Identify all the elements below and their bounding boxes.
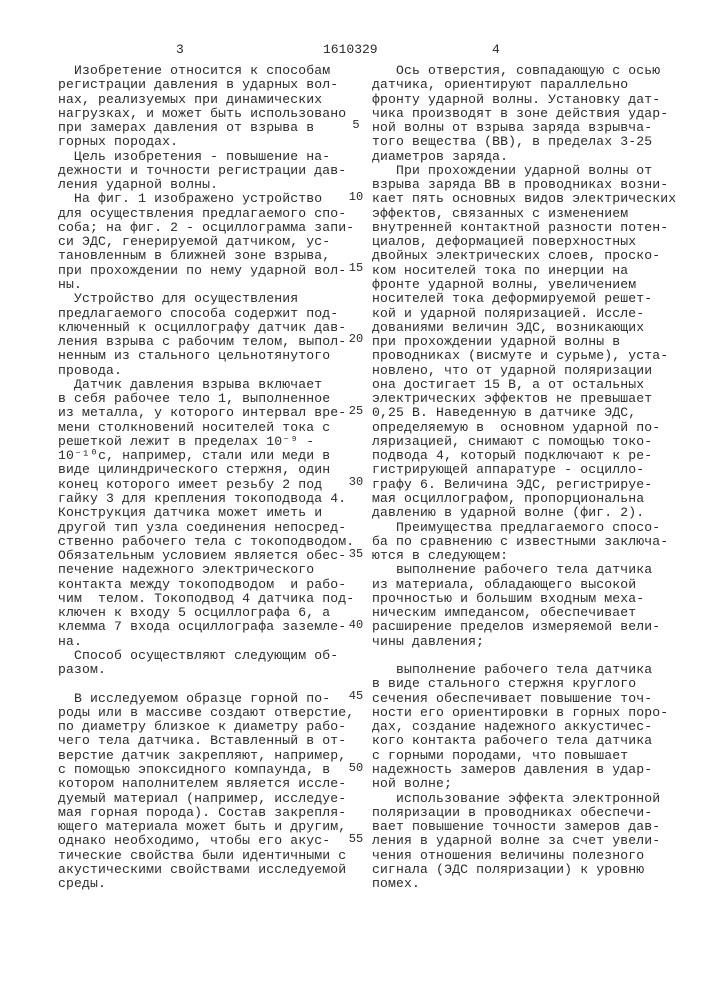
text-line: конец которого имеет резьбу 2 под [58,478,354,492]
text-line: давлению в ударной волне (фиг. 2). [372,506,676,520]
text-line: в себя рабочее тело 1, выполненное [58,392,354,406]
text-line: другой тип узла соединения непосред- [58,521,354,535]
text-line: мени столкновений носителей тока с [58,421,354,435]
text-line: дежности и точности регистрации дав- [58,164,354,178]
text-line: подвода 4, который подключают к ре- [372,449,676,463]
text-line: чения отношения величины полезного [372,849,676,863]
text-line: тические свойства были идентичными с [58,849,354,863]
text-line: ляризацией, снимают с помощью токо- [372,435,676,449]
text-line: кает пять основных видов электрических [372,192,676,206]
text-line: Ось отверстия, совпадающую с осью [372,64,676,78]
text-line: ба по сравнению с известными заключа- [372,535,676,549]
line-number: 35 [347,547,365,561]
page-number-right: 4 [492,42,500,57]
text-line: ны. [58,278,354,292]
right-column [372,64,676,891]
text-line: Обязательным условием является обес- [58,549,354,563]
patent-number: 1610329 [323,42,378,57]
text-line: Конструкция датчика может иметь и [58,506,354,520]
text-line: В исследуемом образце горной по- [58,692,354,706]
text-line: выполнение рабочего тела датчика [372,563,676,577]
text-line: контакта между токоподводом и рабо- [58,578,354,592]
text-line: в виде стального стержня круглого [372,677,676,691]
text-line: дах, создание надежного аккустичес- [372,720,676,734]
text-line: мая осциллографом, пропорциональна [372,492,676,506]
text-line: ственно рабочего тела с токоподводом. [58,535,354,549]
text-line: кой и ударной поляризацией. Иссле- [372,307,676,321]
text-line: гайку 3 для крепления токоподвода 4. [58,492,354,506]
text-line: диаметров заряда. [372,150,676,164]
text-line: чины давления; [372,635,676,649]
text-line: решеткой лежит в пределах 10⁻⁹ - [58,435,354,449]
text-line [58,677,354,691]
text-line: клемма 7 входа осциллографа заземле- [58,620,354,634]
text-line: 0,25 В. Наведенную в датчике ЭДС, [372,406,676,420]
text-line: дованиями величин ЭДС, возникающих [372,321,676,335]
text-line: сигнала (ЭДС поляризации) к уровню [372,863,676,877]
line-number: 15 [347,261,365,275]
text-line: На фиг. 1 изображено устройство [58,192,354,206]
text-line: ком носителей тока по инерции на [372,264,676,278]
text-line: ной волны от взрыва заряда взрывча- [372,121,676,135]
text-line: вает повышение точности замеров дав- [372,820,676,834]
text-line: ления взрыва с рабочим телом, выпол- [58,335,354,349]
text-line: чим телом. Токоподвод 4 датчика под- [58,592,354,606]
text-line: из материала, обладающего высокой [372,578,676,592]
text-line: При прохождении ударной волны от [372,164,676,178]
line-number: 5 [347,118,365,132]
text-line: сечения обеспечивает повышение точ- [372,692,676,706]
text-line: фронту ударной волны. Установку дат- [372,93,676,107]
text-line: расширение пределов измеряемой вели- [372,620,676,634]
text-line: дуемый материал (например, исследуе- [58,792,354,806]
text-line: проводниках (висмуте и сурьме), уста- [372,349,676,363]
line-number: 50 [347,761,365,775]
text-line: печение надежного электрического [58,563,354,577]
text-line: ления в ударной волне за счет увели- [372,834,676,848]
text-line: горных породах. [58,135,354,149]
text-line: надежность замеров давления в удар- [372,763,676,777]
text-line: выполнение рабочего тела датчика [372,663,676,677]
text-line: взрыва заряда ВВ в проводниках возни- [372,178,676,192]
text-line: ющего материала может быть и другим, [58,820,354,834]
text-line: ключен к входу 5 осциллографа 6, а [58,606,354,620]
text-line: предлагаемого способа содержит под- [58,307,354,321]
text-line: эффектов, связанных с изменением [372,207,676,221]
text-line: нах, реализуемых при динамических [58,93,354,107]
text-line: котором наполнителем является иссле- [58,777,354,791]
text-line: электрических эффектов не превышает [372,392,676,406]
text-line: однако необходимо, чтобы его акус- [58,834,354,848]
text-line: ключенный к осциллографу датчик дав- [58,321,354,335]
text-line: разом. [58,663,354,677]
text-line: Устройство для осуществления [58,292,354,306]
text-line: верстие датчик закрепляют, например, [58,749,354,763]
left-column [58,64,354,891]
text-line: фронте ударной волны, увеличением [372,278,676,292]
text-line: поляризации в проводниках обеспечи- [372,806,676,820]
text-line: соба; на фиг. 2 - осциллограмма запи- [58,221,354,235]
text-line: двойных электрических слоев, проско- [372,249,676,263]
text-line: носителей тока деформируемой решет- [372,292,676,306]
text-line: ления ударной волны. [58,178,354,192]
text-line: по диаметру близкое к диаметру рабо- [58,720,354,734]
text-line: Датчик давления взрыва включает [58,378,354,392]
line-number: 55 [347,832,365,846]
text-line: определяемую в основном ударной по- [372,421,676,435]
text-line: мая горная порода). Состав закрепля- [58,806,354,820]
text-line: ной волне; [372,777,676,791]
text-line: графу 6. Величина ЭДС, регистрируе- [372,478,676,492]
page-number-left: 3 [176,42,184,57]
text-line: ническим импедансом, обеспечивает [372,606,676,620]
text-line: помех. [372,877,676,891]
text-line: акустическими свойствами исследуемой [58,863,354,877]
line-number: 45 [347,689,365,703]
line-number: 10 [347,190,365,204]
text-line: Преимущества предлагаемого спосо- [372,521,676,535]
line-number: 25 [347,404,365,418]
text-line: внутренней контактной разности потен- [372,221,676,235]
text-line: при прохождении по нему ударной вол- [58,264,354,278]
text-line: при прохождении ударной волны в [372,335,676,349]
text-line: тановленным в ближней зоне взрыва, [58,249,354,263]
text-line: с помощью эпоксидного компаунда, в [58,763,354,777]
text-line: из металла, у которого интервал вре- [58,406,354,420]
text-line: для осуществления предлагаемого спо- [58,207,354,221]
text-line: си ЭДС, генерируемой датчиком, ус- [58,235,354,249]
text-line: Способ осуществляют следующим об- [58,649,354,663]
text-line: циалов, деформацией поверхностных [372,235,676,249]
text-line: регистрации давления в ударных вол- [58,78,354,92]
line-number: 30 [347,475,365,489]
text-line: ненным из стального цельнотянутого [58,349,354,363]
text-line: виде цилиндрического стержня, один [58,463,354,477]
text-line: гистрирующей аппаратуре - осцилло- [372,463,676,477]
text-line: чика производят в зоне действия удар- [372,107,676,121]
text-line: того вещества (ВВ), в пределах 3-25 [372,135,676,149]
text-line: с горными породами, что повышает [372,749,676,763]
text-line: она достигает 15 В, а от остальных [372,378,676,392]
text-line: провода. [58,364,354,378]
text-line: 10⁻¹⁰с, например, стали или меди в [58,449,354,463]
text-line: чего тела датчика. Вставленный в от- [58,734,354,748]
text-line: использование эффекта электронной [372,792,676,806]
text-line: новлено, что от ударной поляризации [372,364,676,378]
text-line: роды или в массиве создают отверстие, [58,706,354,720]
text-line: кого контакта рабочего тела датчика [372,734,676,748]
text-line: Цель изобретения - повышение на- [58,150,354,164]
text-line: среды. [58,877,354,891]
text-line: датчика, ориентируют параллельно [372,78,676,92]
text-line: прочностью и большим входным меха- [372,592,676,606]
text-line: при замерах давления от взрыва в [58,121,354,135]
text-line: нагрузках, и может быть использовано [58,107,354,121]
text-line: ности его ориентировки в горных поро- [372,706,676,720]
text-line: ются в следующем: [372,549,676,563]
text-line: Изобретение относится к способам [58,64,354,78]
line-number: 20 [347,332,365,346]
line-number: 40 [347,618,365,632]
text-line: на. [58,635,354,649]
text-line [372,649,676,663]
